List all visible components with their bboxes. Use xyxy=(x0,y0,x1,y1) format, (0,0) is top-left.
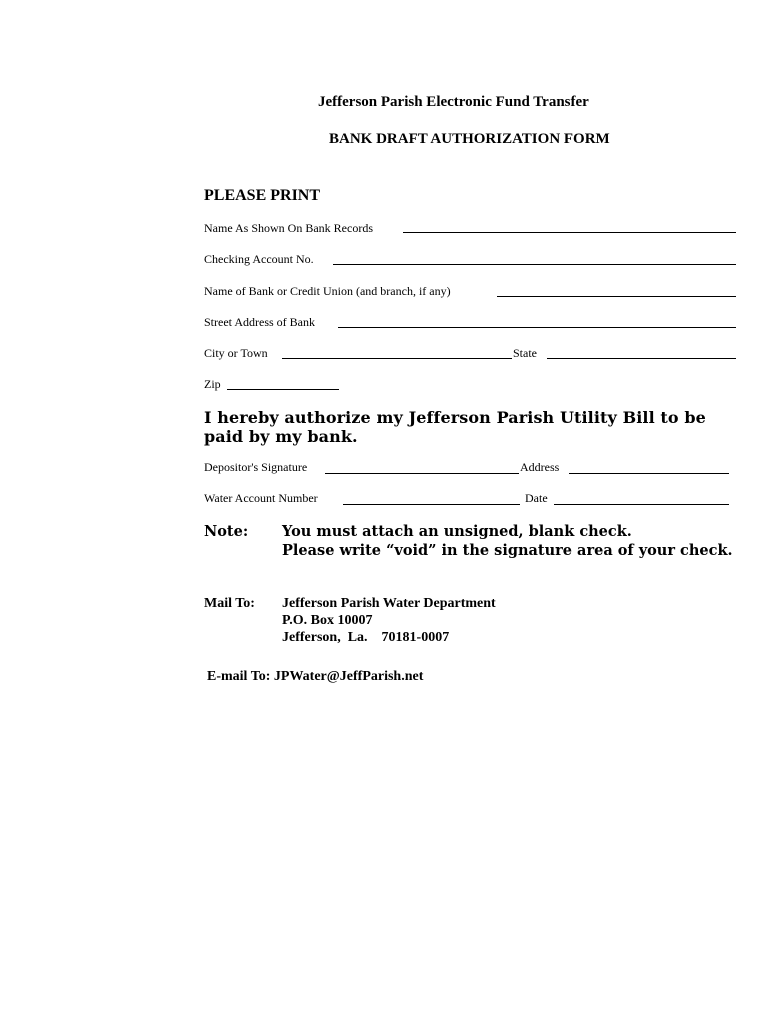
bank-street-address-label: Street Address of Bank xyxy=(204,315,315,329)
state-label: State xyxy=(513,346,537,360)
depositor-signature-label: Depositor's Signature xyxy=(204,460,308,474)
bank-name-label: Name of Bank or Credit Union (and branch, if any) xyxy=(204,284,451,298)
address-label: Address xyxy=(520,460,560,474)
form-subtitle: BANK DRAFT AUTHORIZATION FORM xyxy=(329,131,610,147)
address-line[interactable] xyxy=(569,473,729,474)
water-account-number-line[interactable] xyxy=(343,504,520,505)
water-account-number-label: Water Account Number xyxy=(204,491,318,505)
checking-account-label: Checking Account No. xyxy=(204,252,314,266)
name-on-bank-records-label: Name As Shown On Bank Records xyxy=(204,221,373,235)
zip-label: Zip xyxy=(204,377,221,391)
note-line1: You must attach an unsigned, blank check. xyxy=(282,523,632,540)
bank-street-address-line[interactable] xyxy=(338,327,736,328)
mail-address-line3: Jefferson, La. 70181-0007 xyxy=(282,630,450,645)
authorization-statement-line2: paid by my bank. xyxy=(204,427,358,446)
zip-line[interactable] xyxy=(227,389,339,390)
date-line[interactable] xyxy=(554,504,729,505)
mail-to-label: Mail To: xyxy=(204,596,255,611)
date-label: Date xyxy=(525,491,548,505)
mail-address-line1: Jefferson Parish Water Department xyxy=(282,596,496,611)
city-line[interactable] xyxy=(282,358,512,359)
authorization-statement-line1: I hereby authorize my Jefferson Parish Utility Bill to be xyxy=(204,408,706,427)
depositor-signature-line[interactable] xyxy=(325,473,519,474)
checking-account-line[interactable] xyxy=(333,264,736,265)
mail-address-line2: P.O. Box 10007 xyxy=(282,613,373,628)
name-on-bank-records-line[interactable] xyxy=(403,232,736,233)
note-line2: Please write “void” in the signature area of your check. xyxy=(282,542,733,559)
please-print-heading: PLEASE PRINT xyxy=(204,187,321,204)
bank-name-line[interactable] xyxy=(497,296,736,297)
form-title: Jefferson Parish Electronic Fund Transfer xyxy=(318,94,589,110)
state-line[interactable] xyxy=(547,358,736,359)
city-label: City or Town xyxy=(204,346,268,360)
email-line[interactable]: E-mail To: JPWater@JeffParish.net xyxy=(207,669,424,684)
note-label: Note: xyxy=(204,523,249,540)
